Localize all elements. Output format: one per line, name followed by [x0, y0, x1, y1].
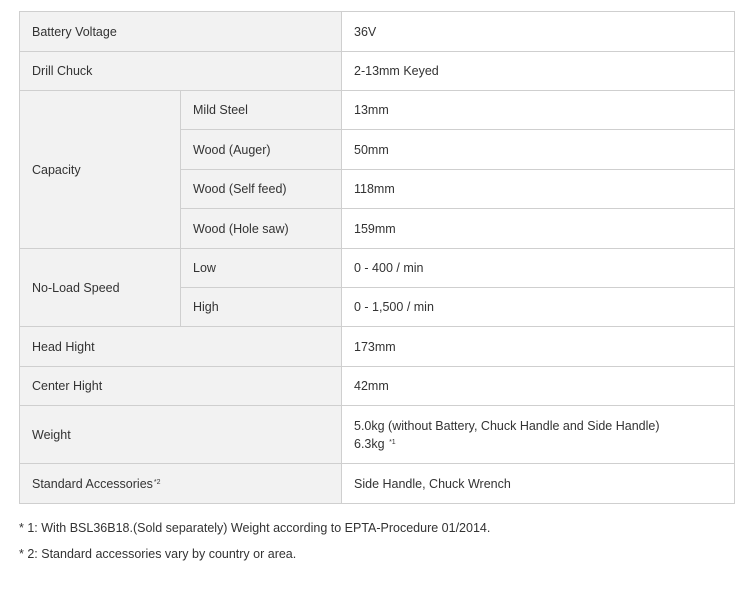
- speed-low-value: 0 - 400 / min: [342, 249, 735, 288]
- table-row-head-hight: [20, 327, 735, 367]
- capacity-mild-steel-value: 13mm: [342, 91, 735, 130]
- no-load-speed-label: No-Load Speed: [20, 249, 181, 327]
- capacity-wood-self-feed-value: 118mm: [342, 170, 735, 209]
- footnotes: [19, 519, 490, 571]
- weight-label: Weight: [20, 406, 342, 464]
- capacity-wood-auger-label: Wood (Auger): [181, 130, 342, 170]
- table-row-weight: [20, 406, 735, 464]
- battery-voltage-label: Battery Voltage: [20, 12, 342, 52]
- head-hight-label: Head Hight: [20, 327, 342, 367]
- standard-accessories-value: Side Handle, Chuck Wrench: [342, 464, 735, 504]
- capacity-mild-steel-label: Mild Steel: [181, 91, 342, 130]
- drill-chuck-label: Drill Chuck: [20, 52, 342, 91]
- weight-value-line2: [354, 435, 722, 453]
- table-row-standard-accessories: [20, 464, 735, 504]
- footnote-1-marker: * 1:: [19, 521, 38, 535]
- footnote-1-text: With BSL36B18.(Sold separately) Weight according to EPTA-Procedure 01/2014.: [41, 521, 491, 535]
- center-hight-label: Center Hight: [20, 367, 342, 406]
- standard-accessories-label: [20, 464, 342, 504]
- capacity-wood-hole-saw-label: Wood (Hole saw): [181, 209, 342, 249]
- table-row-battery-voltage: [20, 12, 735, 52]
- weight-value: [342, 406, 735, 464]
- specifications-table: [19, 11, 735, 504]
- speed-low-label: Low: [181, 249, 342, 288]
- table-row-center-hight: [20, 367, 735, 406]
- weight-value-line1: 5.0kg (without Battery, Chuck Handle and Side Handle): [354, 418, 660, 433]
- weight-value-line2-text: 6.3kg: [354, 436, 385, 451]
- table-row-drill-chuck: [20, 52, 735, 91]
- speed-high-value: 0 - 1,500 / min: [342, 288, 735, 327]
- drill-chuck-value: 2-13mm Keyed: [342, 52, 735, 91]
- standard-accessories-label-text: Standard Accessories: [32, 476, 153, 491]
- table-row-capacity-mild-steel: [20, 91, 735, 130]
- weight-footnote-ref: *1: [389, 438, 396, 446]
- footnote-2-marker: * 2:: [19, 547, 38, 561]
- footnote-2: [19, 545, 490, 563]
- table-row-speed-low: [20, 249, 735, 288]
- head-hight-value: 173mm: [342, 327, 735, 367]
- footnote-2-text: Standard accessories vary by country or area.: [41, 547, 297, 561]
- speed-high-label: High: [181, 288, 342, 327]
- capacity-label: Capacity: [20, 91, 181, 249]
- capacity-wood-hole-saw-value: 159mm: [342, 209, 735, 249]
- footnote-1: [19, 519, 490, 537]
- accessories-footnote-ref: *2: [153, 478, 161, 486]
- capacity-wood-auger-value: 50mm: [342, 130, 735, 170]
- capacity-wood-self-feed-label: Wood (Self feed): [181, 170, 342, 209]
- battery-voltage-value: 36V: [342, 12, 735, 52]
- center-hight-value: 42mm: [342, 367, 735, 406]
